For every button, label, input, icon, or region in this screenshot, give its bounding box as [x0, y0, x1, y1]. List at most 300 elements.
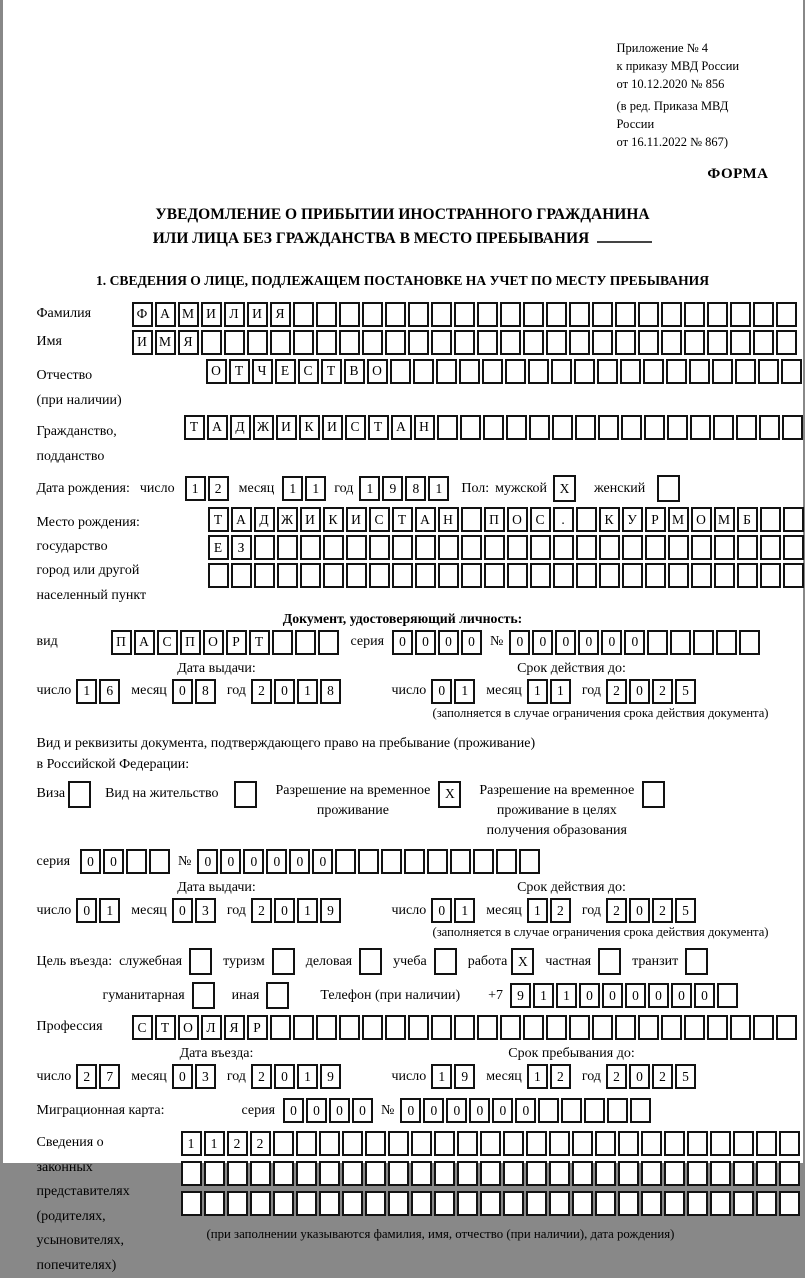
patronymic-input[interactable]	[206, 359, 804, 384]
form-cell[interactable]: 0	[446, 1098, 467, 1123]
form-cell[interactable]	[316, 1015, 337, 1040]
form-cell[interactable]	[687, 1191, 708, 1216]
form-cell[interactable]: 0	[266, 849, 287, 874]
form-cell[interactable]	[781, 359, 802, 384]
form-cell[interactable]: П	[180, 630, 201, 655]
purpose-commercial-checkbox[interactable]	[359, 948, 384, 975]
form-cell[interactable]	[641, 1161, 662, 1186]
form-cell[interactable]: Ж	[253, 415, 274, 440]
form-cell[interactable]: О	[507, 507, 528, 532]
form-cell[interactable]: И	[346, 507, 367, 532]
form-cell[interactable]: 0	[197, 849, 218, 874]
form-cell[interactable]	[496, 849, 517, 874]
form-cell[interactable]	[753, 330, 774, 355]
form-cell[interactable]	[776, 302, 797, 327]
form-cell[interactable]	[584, 1098, 605, 1123]
form-cell[interactable]	[224, 330, 245, 355]
form-cell[interactable]: С	[530, 507, 551, 532]
form-cell[interactable]	[572, 1161, 593, 1186]
representatives-input-line2[interactable]	[181, 1161, 802, 1186]
form-cell[interactable]: А	[391, 415, 412, 440]
form-cell[interactable]	[438, 535, 459, 560]
form-cell[interactable]	[526, 1191, 547, 1216]
form-cell[interactable]	[461, 563, 482, 588]
form-cell[interactable]	[572, 1131, 593, 1156]
form-cell[interactable]	[664, 1191, 685, 1216]
stay-until-year[interactable]	[606, 1064, 698, 1089]
form-cell[interactable]	[415, 535, 436, 560]
form-cell[interactable]: 2	[76, 1064, 97, 1089]
form-cell[interactable]	[576, 507, 597, 532]
form-cell[interactable]: Е	[208, 535, 229, 560]
form-cell[interactable]	[735, 359, 756, 384]
form-cell[interactable]	[460, 415, 481, 440]
form-cell[interactable]	[438, 563, 459, 588]
form-cell[interactable]	[362, 330, 383, 355]
form-cell[interactable]	[149, 849, 170, 874]
form-cell[interactable]	[736, 415, 757, 440]
form-cell[interactable]	[549, 1161, 570, 1186]
form-cell[interactable]	[247, 330, 268, 355]
form-cell[interactable]	[598, 415, 619, 440]
form-cell[interactable]	[615, 330, 636, 355]
form-cell[interactable]	[319, 1131, 340, 1156]
form-cell[interactable]	[477, 330, 498, 355]
form-cell[interactable]: 1	[527, 898, 548, 923]
identity-issue-day[interactable]	[76, 679, 122, 704]
form-cell[interactable]: А	[155, 302, 176, 327]
form-cell[interactable]: 1	[533, 983, 554, 1008]
form-cell[interactable]	[390, 359, 411, 384]
form-cell[interactable]	[607, 1098, 628, 1123]
form-cell[interactable]: X	[438, 781, 461, 808]
form-cell[interactable]	[434, 1191, 455, 1216]
form-cell[interactable]: 0	[624, 630, 645, 655]
form-cell[interactable]: 1	[454, 898, 475, 923]
form-cell[interactable]: Д	[254, 507, 275, 532]
purpose-private-checkbox[interactable]	[598, 948, 623, 975]
form-cell[interactable]	[710, 1161, 731, 1186]
form-cell[interactable]	[526, 1161, 547, 1186]
form-cell[interactable]: 0	[555, 630, 576, 655]
form-cell[interactable]: 1	[181, 1131, 202, 1156]
form-cell[interactable]	[342, 1191, 363, 1216]
form-cell[interactable]	[779, 1131, 800, 1156]
form-cell[interactable]	[254, 563, 275, 588]
form-cell[interactable]	[503, 1131, 524, 1156]
form-cell[interactable]	[618, 1161, 639, 1186]
identity-issue-month[interactable]	[172, 679, 218, 704]
identity-expiry-year[interactable]	[606, 679, 698, 704]
form-cell[interactable]	[664, 1161, 685, 1186]
form-cell[interactable]: Ф	[132, 302, 153, 327]
form-cell[interactable]	[707, 330, 728, 355]
form-cell[interactable]	[776, 330, 797, 355]
purpose-business-checkbox[interactable]	[189, 948, 214, 975]
form-cell[interactable]	[760, 535, 781, 560]
form-cell[interactable]: 8	[405, 476, 426, 501]
form-cell[interactable]	[507, 563, 528, 588]
form-cell[interactable]: К	[323, 507, 344, 532]
form-cell[interactable]	[227, 1191, 248, 1216]
form-cell[interactable]: 1	[297, 679, 318, 704]
form-cell[interactable]	[687, 1131, 708, 1156]
form-cell[interactable]	[227, 1161, 248, 1186]
form-cell[interactable]: 0	[694, 983, 715, 1008]
form-cell[interactable]: А	[207, 415, 228, 440]
form-cell[interactable]	[385, 302, 406, 327]
form-cell[interactable]	[392, 535, 413, 560]
form-cell[interactable]: 0	[579, 983, 600, 1008]
form-cell[interactable]: Л	[224, 302, 245, 327]
form-cell[interactable]	[667, 415, 688, 440]
form-cell[interactable]: Е	[275, 359, 296, 384]
form-cell[interactable]	[538, 1098, 559, 1123]
form-cell[interactable]: 0	[172, 679, 193, 704]
form-cell[interactable]	[477, 302, 498, 327]
residence-issue-month[interactable]	[172, 898, 218, 923]
residence-permit-checkbox[interactable]	[234, 781, 259, 808]
form-cell[interactable]	[477, 1015, 498, 1040]
form-cell[interactable]	[615, 1015, 636, 1040]
form-cell[interactable]: 0	[80, 849, 101, 874]
form-cell[interactable]: Д	[230, 415, 251, 440]
form-cell[interactable]	[323, 535, 344, 560]
form-cell[interactable]	[739, 630, 760, 655]
form-cell[interactable]	[572, 1191, 593, 1216]
form-cell[interactable]	[266, 982, 289, 1009]
form-cell[interactable]	[759, 415, 780, 440]
form-cell[interactable]: К	[299, 415, 320, 440]
identity-doc-number-input[interactable]	[509, 630, 762, 655]
form-cell[interactable]	[561, 1098, 582, 1123]
purpose-transit-checkbox[interactable]	[685, 948, 710, 975]
form-cell[interactable]: 1	[527, 679, 548, 704]
form-cell[interactable]	[480, 1131, 501, 1156]
form-cell[interactable]	[503, 1161, 524, 1186]
form-cell[interactable]	[437, 415, 458, 440]
birthplace-input-line3[interactable]	[208, 563, 805, 588]
form-cell[interactable]: 5	[675, 679, 696, 704]
stay-until-month[interactable]	[527, 1064, 573, 1089]
form-cell[interactable]	[730, 330, 751, 355]
form-cell[interactable]	[388, 1191, 409, 1216]
form-cell[interactable]: 2	[251, 1064, 272, 1089]
form-cell[interactable]: 0	[532, 630, 553, 655]
form-cell[interactable]	[569, 1015, 590, 1040]
form-cell[interactable]	[273, 1161, 294, 1186]
form-cell[interactable]: 0	[423, 1098, 444, 1123]
residence-number-input[interactable]	[197, 849, 542, 874]
form-cell[interactable]	[638, 302, 659, 327]
form-cell[interactable]	[385, 330, 406, 355]
form-cell[interactable]	[737, 563, 758, 588]
form-cell[interactable]	[569, 302, 590, 327]
form-cell[interactable]: 5	[675, 1064, 696, 1089]
form-cell[interactable]: 0	[312, 849, 333, 874]
form-cell[interactable]	[507, 535, 528, 560]
form-cell[interactable]: 0	[352, 1098, 373, 1123]
form-cell[interactable]	[618, 1191, 639, 1216]
form-cell[interactable]	[730, 302, 751, 327]
form-cell[interactable]	[411, 1131, 432, 1156]
form-cell[interactable]	[553, 563, 574, 588]
form-cell[interactable]: 0	[274, 679, 295, 704]
form-cell[interactable]: 0	[601, 630, 622, 655]
form-cell[interactable]: 0	[431, 679, 452, 704]
form-cell[interactable]	[707, 302, 728, 327]
form-cell[interactable]	[620, 359, 641, 384]
form-cell[interactable]	[500, 1015, 521, 1040]
form-cell[interactable]: 0	[629, 1064, 650, 1089]
form-cell[interactable]	[693, 630, 714, 655]
form-cell[interactable]	[647, 630, 668, 655]
migration-card-number-input[interactable]	[400, 1098, 653, 1123]
form-cell[interactable]: 1	[297, 898, 318, 923]
form-cell[interactable]	[231, 563, 252, 588]
form-cell[interactable]	[500, 302, 521, 327]
form-cell[interactable]: X	[553, 475, 576, 502]
form-cell[interactable]	[710, 1191, 731, 1216]
form-cell[interactable]	[411, 1161, 432, 1186]
form-cell[interactable]	[622, 535, 643, 560]
form-cell[interactable]: 2	[652, 1064, 673, 1089]
form-cell[interactable]	[657, 475, 680, 502]
form-cell[interactable]	[461, 535, 482, 560]
form-cell[interactable]: 0	[469, 1098, 490, 1123]
entry-date-day[interactable]	[76, 1064, 122, 1089]
purpose-work-checkbox[interactable]	[511, 948, 536, 975]
form-cell[interactable]: 0	[648, 983, 669, 1008]
firstname-input[interactable]	[132, 330, 799, 355]
form-cell[interactable]: 9	[382, 476, 403, 501]
form-cell[interactable]	[523, 302, 544, 327]
form-cell[interactable]	[730, 1015, 751, 1040]
form-cell[interactable]: А	[231, 507, 252, 532]
form-cell[interactable]	[319, 1191, 340, 1216]
form-cell[interactable]: 0	[289, 849, 310, 874]
form-cell[interactable]	[484, 535, 505, 560]
form-cell[interactable]: О	[178, 1015, 199, 1040]
form-cell[interactable]	[234, 781, 257, 808]
form-cell[interactable]	[300, 535, 321, 560]
form-cell[interactable]	[642, 781, 665, 808]
profession-input[interactable]	[132, 1015, 799, 1040]
form-cell[interactable]	[473, 849, 494, 874]
rvp-education-checkbox[interactable]	[642, 781, 667, 808]
form-cell[interactable]: 2	[652, 898, 673, 923]
form-cell[interactable]: С	[157, 630, 178, 655]
form-cell[interactable]: 0	[431, 898, 452, 923]
form-cell[interactable]	[208, 563, 229, 588]
form-cell[interactable]: 1	[99, 898, 120, 923]
form-cell[interactable]	[644, 415, 665, 440]
representatives-input-line1[interactable]	[181, 1131, 802, 1156]
form-cell[interactable]: 2	[251, 679, 272, 704]
purpose-study-checkbox[interactable]	[434, 948, 459, 975]
form-cell[interactable]	[362, 1015, 383, 1040]
form-cell[interactable]	[408, 330, 429, 355]
form-cell[interactable]	[272, 948, 295, 975]
form-cell[interactable]	[365, 1131, 386, 1156]
form-cell[interactable]: 1	[305, 476, 326, 501]
form-cell[interactable]	[576, 535, 597, 560]
form-cell[interactable]	[760, 507, 781, 532]
form-cell[interactable]	[684, 330, 705, 355]
form-cell[interactable]	[365, 1161, 386, 1186]
form-cell[interactable]	[431, 302, 452, 327]
form-cell[interactable]: Ч	[252, 359, 273, 384]
form-cell[interactable]: З	[231, 535, 252, 560]
form-cell[interactable]	[553, 535, 574, 560]
birthdate-year-input[interactable]	[359, 476, 451, 501]
form-cell[interactable]	[270, 330, 291, 355]
form-cell[interactable]	[519, 849, 540, 874]
form-cell[interactable]: 0	[492, 1098, 513, 1123]
form-cell[interactable]	[404, 849, 425, 874]
form-cell[interactable]: Т	[155, 1015, 176, 1040]
form-cell[interactable]: 9	[320, 898, 341, 923]
form-cell[interactable]	[434, 948, 457, 975]
form-cell[interactable]: Т	[321, 359, 342, 384]
form-cell[interactable]	[684, 1015, 705, 1040]
form-cell[interactable]	[454, 302, 475, 327]
form-cell[interactable]	[549, 1131, 570, 1156]
form-cell[interactable]	[733, 1161, 754, 1186]
form-cell[interactable]	[737, 535, 758, 560]
form-cell[interactable]	[592, 302, 613, 327]
birthplace-input-line2[interactable]	[208, 535, 805, 560]
form-cell[interactable]: Т	[229, 359, 250, 384]
form-cell[interactable]: 9	[320, 1064, 341, 1089]
form-cell[interactable]	[181, 1191, 202, 1216]
form-cell[interactable]: Н	[438, 507, 459, 532]
form-cell[interactable]	[523, 330, 544, 355]
form-cell[interactable]	[713, 415, 734, 440]
form-cell[interactable]	[615, 302, 636, 327]
form-cell[interactable]	[691, 563, 712, 588]
form-cell[interactable]: 0	[578, 630, 599, 655]
form-cell[interactable]	[733, 1191, 754, 1216]
form-cell[interactable]: Л	[201, 1015, 222, 1040]
form-cell[interactable]	[783, 535, 804, 560]
purpose-humanitarian-checkbox[interactable]	[192, 982, 217, 1009]
form-cell[interactable]	[316, 330, 337, 355]
form-cell[interactable]: Я	[178, 330, 199, 355]
form-cell[interactable]	[359, 948, 382, 975]
form-cell[interactable]: 0	[602, 983, 623, 1008]
form-cell[interactable]: Р	[247, 1015, 268, 1040]
birthdate-day-input[interactable]	[185, 476, 231, 501]
form-cell[interactable]	[552, 415, 573, 440]
form-cell[interactable]: 0	[509, 630, 530, 655]
form-cell[interactable]: И	[201, 302, 222, 327]
form-cell[interactable]	[549, 1191, 570, 1216]
form-cell[interactable]	[454, 330, 475, 355]
form-cell[interactable]: 0	[172, 1064, 193, 1089]
form-cell[interactable]	[457, 1161, 478, 1186]
form-cell[interactable]	[641, 1131, 662, 1156]
form-cell[interactable]: 0	[392, 630, 413, 655]
form-cell[interactable]	[362, 302, 383, 327]
purpose-other-checkbox[interactable]	[266, 982, 291, 1009]
form-cell[interactable]	[480, 1161, 501, 1186]
form-cell[interactable]: 1	[204, 1131, 225, 1156]
form-cell[interactable]: О	[203, 630, 224, 655]
form-cell[interactable]: В	[344, 359, 365, 384]
visa-checkbox[interactable]	[68, 781, 93, 808]
form-cell[interactable]	[684, 302, 705, 327]
form-cell[interactable]	[528, 359, 549, 384]
form-cell[interactable]	[526, 1131, 547, 1156]
form-cell[interactable]	[339, 302, 360, 327]
form-cell[interactable]	[293, 302, 314, 327]
form-cell[interactable]	[638, 1015, 659, 1040]
form-cell[interactable]	[661, 1015, 682, 1040]
form-cell[interactable]	[413, 359, 434, 384]
form-cell[interactable]: С	[369, 507, 390, 532]
form-cell[interactable]	[296, 1191, 317, 1216]
form-cell[interactable]	[318, 630, 339, 655]
form-cell[interactable]: Т	[368, 415, 389, 440]
form-cell[interactable]: 2	[550, 898, 571, 923]
form-cell[interactable]	[254, 535, 275, 560]
form-cell[interactable]: 2	[208, 476, 229, 501]
form-cell[interactable]	[503, 1191, 524, 1216]
form-cell[interactable]	[641, 1191, 662, 1216]
form-cell[interactable]	[546, 302, 567, 327]
form-cell[interactable]	[388, 1131, 409, 1156]
form-cell[interactable]: 5	[675, 898, 696, 923]
form-cell[interactable]	[714, 535, 735, 560]
form-cell[interactable]	[756, 1191, 777, 1216]
form-cell[interactable]	[323, 563, 344, 588]
form-cell[interactable]	[126, 849, 147, 874]
form-cell[interactable]: 0	[306, 1098, 327, 1123]
form-cell[interactable]	[618, 1131, 639, 1156]
form-cell[interactable]	[296, 1131, 317, 1156]
form-cell[interactable]	[480, 1191, 501, 1216]
form-cell[interactable]	[295, 630, 316, 655]
form-cell[interactable]: С	[132, 1015, 153, 1040]
form-cell[interactable]: Т	[249, 630, 270, 655]
form-cell[interactable]: 0	[274, 1064, 295, 1089]
form-cell[interactable]	[381, 849, 402, 874]
form-cell[interactable]	[758, 359, 779, 384]
form-cell[interactable]: 2	[550, 1064, 571, 1089]
form-cell[interactable]: Я	[270, 302, 291, 327]
form-cell[interactable]	[782, 415, 803, 440]
sex-female-checkbox[interactable]	[657, 475, 682, 502]
form-cell[interactable]	[645, 535, 666, 560]
form-cell[interactable]	[431, 1015, 452, 1040]
birthdate-month-input[interactable]	[282, 476, 328, 501]
form-cell[interactable]: М	[155, 330, 176, 355]
form-cell[interactable]	[687, 1161, 708, 1186]
form-cell[interactable]	[717, 983, 738, 1008]
residence-series-input[interactable]	[80, 849, 172, 874]
form-cell[interactable]	[300, 563, 321, 588]
form-cell[interactable]: И	[300, 507, 321, 532]
form-cell[interactable]	[595, 1161, 616, 1186]
form-cell[interactable]	[461, 507, 482, 532]
form-cell[interactable]	[189, 948, 212, 975]
form-cell[interactable]	[457, 1131, 478, 1156]
form-cell[interactable]	[411, 1191, 432, 1216]
form-cell[interactable]: 1	[431, 1064, 452, 1089]
form-cell[interactable]	[346, 535, 367, 560]
form-cell[interactable]	[622, 563, 643, 588]
